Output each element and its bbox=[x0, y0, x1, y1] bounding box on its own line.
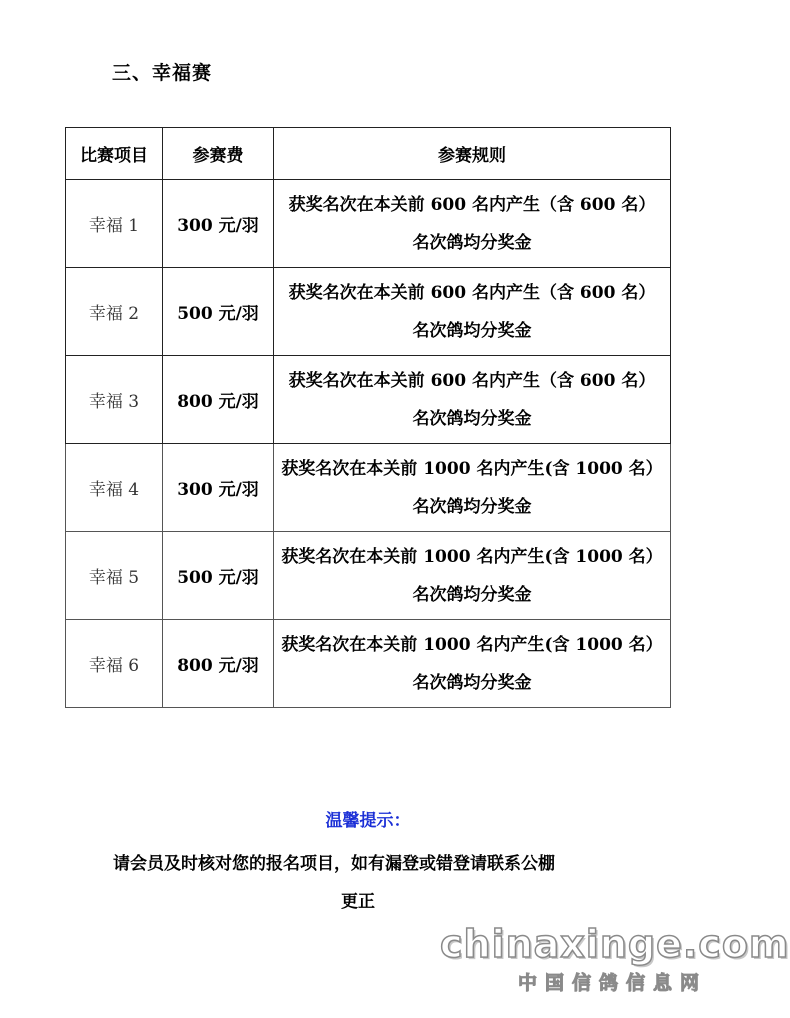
header-event: 比赛项目 bbox=[66, 128, 163, 180]
rule-line-1: 获奖名次在本关前 1000 名内产生(含 1000 名） bbox=[281, 634, 663, 655]
event-rule bbox=[274, 532, 671, 620]
event-rule bbox=[274, 620, 671, 708]
event-fee: 300 元/羽 bbox=[163, 180, 274, 268]
table-row bbox=[66, 356, 671, 444]
event-name: 幸福 2 bbox=[66, 268, 163, 356]
tip-text-line-2: 更正 bbox=[341, 892, 375, 912]
watermark-logo: chinaxinge.com bbox=[440, 922, 790, 966]
event-rule bbox=[274, 444, 671, 532]
table-header-row bbox=[66, 128, 671, 180]
event-name: 幸福 5 bbox=[66, 532, 163, 620]
rule-line-2: 名次鸽均分奖金 bbox=[412, 496, 532, 517]
event-name: 幸福 6 bbox=[66, 620, 163, 708]
event-fee: 500 元/羽 bbox=[163, 532, 274, 620]
rule-line-1: 获奖名次在本关前 1000 名内产生(含 1000 名） bbox=[281, 546, 663, 567]
rule-line-2: 名次鸽均分奖金 bbox=[412, 320, 532, 341]
rule-line-1: 获奖名次在本关前 600 名内产生（含 600 名） bbox=[288, 194, 656, 215]
rule-line-1: 获奖名次在本关前 1000 名内产生(含 1000 名） bbox=[281, 458, 663, 479]
table-row bbox=[66, 268, 671, 356]
rule-line-2: 名次鸽均分奖金 bbox=[412, 672, 532, 693]
event-fee: 500 元/羽 bbox=[163, 268, 274, 356]
event-fee: 300 元/羽 bbox=[163, 444, 274, 532]
event-name: 幸福 1 bbox=[66, 180, 163, 268]
event-name: 幸福 4 bbox=[66, 444, 163, 532]
rule-line-1: 获奖名次在本关前 600 名内产生（含 600 名） bbox=[288, 282, 656, 303]
event-rule bbox=[274, 356, 671, 444]
table-row bbox=[66, 532, 671, 620]
event-rule bbox=[274, 268, 671, 356]
header-rule: 参赛规则 bbox=[274, 128, 671, 180]
rule-line-1: 获奖名次在本关前 600 名内产生（含 600 名） bbox=[288, 370, 656, 391]
rule-line-2: 名次鸽均分奖金 bbox=[412, 232, 532, 253]
section-title: 三、幸福赛 bbox=[112, 62, 213, 84]
fee-table bbox=[65, 127, 671, 708]
tip-title bbox=[0, 806, 720, 831]
header-fee: 参赛费 bbox=[163, 128, 274, 180]
table-row bbox=[66, 444, 671, 532]
watermark-site-name: 中国信鸽信息网 bbox=[518, 972, 708, 994]
rule-line-2: 名次鸽均分奖金 bbox=[412, 408, 532, 429]
event-fee: 800 元/羽 bbox=[163, 356, 274, 444]
tip-title-text: 温馨提示： bbox=[325, 811, 411, 831]
tip-text-line-1: 请会员及时核对您的报名项目，如有漏登或错登请联系公棚 bbox=[113, 854, 555, 874]
table-row bbox=[66, 180, 671, 268]
event-name: 幸福 3 bbox=[66, 356, 163, 444]
table-row bbox=[66, 620, 671, 708]
event-fee: 800 元/羽 bbox=[163, 620, 274, 708]
event-rule bbox=[274, 180, 671, 268]
rule-line-2: 名次鸽均分奖金 bbox=[412, 584, 532, 605]
